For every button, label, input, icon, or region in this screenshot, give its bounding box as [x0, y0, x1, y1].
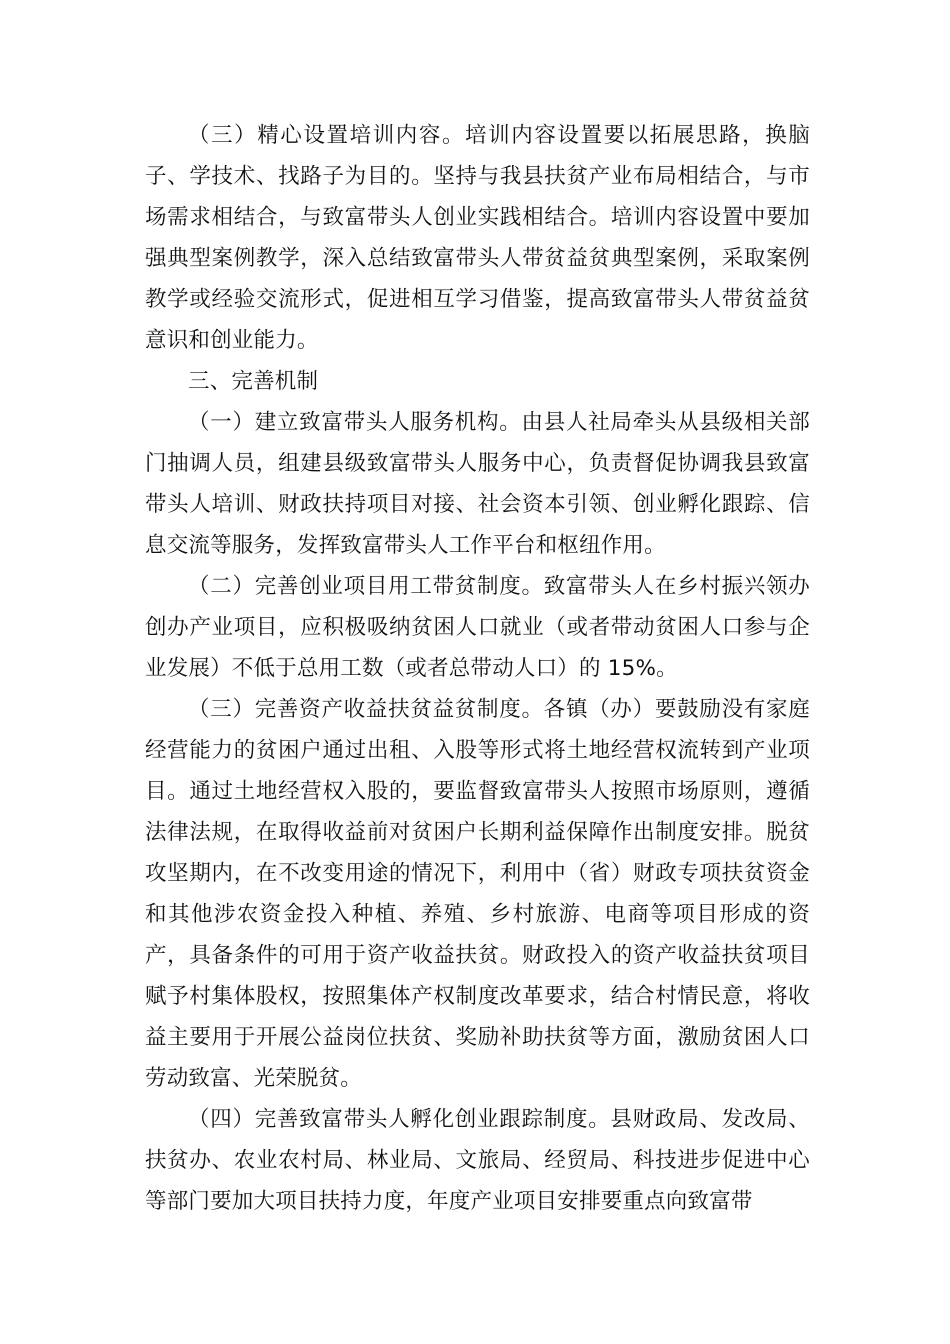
paragraph-service-agency: （一）建立致富带头人服务机构。由县人社局牵头从县级相关部门抽调人员，组建县级致富带头人服务中心，负责督促协调我县致富带头人培训、财政扶持项目对接、社会资本引领、创业孵化跟踪、信息交流等服务，发挥致富带头人工作平台和枢纽作用。 — [145, 410, 810, 558]
paragraph-asset-income-system: （三）完善资产收益扶贫益贫制度。各镇（办）要鼓励没有家庭经营能力的贫困户通过出租、入股等形式将土地经营权流转到产业项目。通过土地经营权入股的，要监督致富带头人按照市场原则，遵循法律法规，在取得收益前对贫困户长期利益保障作出制度安排。脱贫攻坚期内，在不改变用途的情况下，利用中（省）财政专项扶贫资金和其他涉农资金投入种植、养殖、乡村旅游、电商等项目形成的资产，具备条件的可用于资产收益扶贫。财政投入的资产收益扶贫项目赋予村集体股权，按照集体产权制度改革要求，结合村情民意，将收益主要用于开展公益岗位扶贫、奖励补助扶贫等方面，激励贫困人口劳动致富、光荣脱贫。 — [145, 697, 810, 1091]
paragraph-employment-system: （二）完善创业项目用工带贫制度。致富带头人在乡村振兴领办创办产业项目，应积极吸纳贫困人口就业（或者带动贫困人口参与企业发展）不低于总用工数（或者总带动人口）的 15%。 — [145, 574, 810, 681]
paragraph-training-content: （三）精心设置培训内容。培训内容设置要以拓展思路，换脑子、学技术、找路子为目的。坚持与我县扶贫产业布局相结合，与市场需求相结合，与致富带头人创业实践相结合。培训内容设置中要加强典型案例教学，深入总结致富带头人带贫益贫典型案例，采取案例教学或经验交流形式，促进相互学习借鉴，提高致富带头人带贫益贫意识和创业能力。 — [145, 123, 810, 353]
section-heading-improve-mechanism: 三、完善机制 — [188, 369, 319, 394]
paragraph-incubation-tracking: （四）完善致富带头人孵化创业跟踪制度。县财政局、发改局、扶贫办、农业农村局、林业局、文旅局、经贸局、科技进步促进中心等部门要加大项目扶持力度，年度产业项目安排要重点向致富带 — [145, 1107, 810, 1214]
document-body — [145, 115, 810, 1222]
